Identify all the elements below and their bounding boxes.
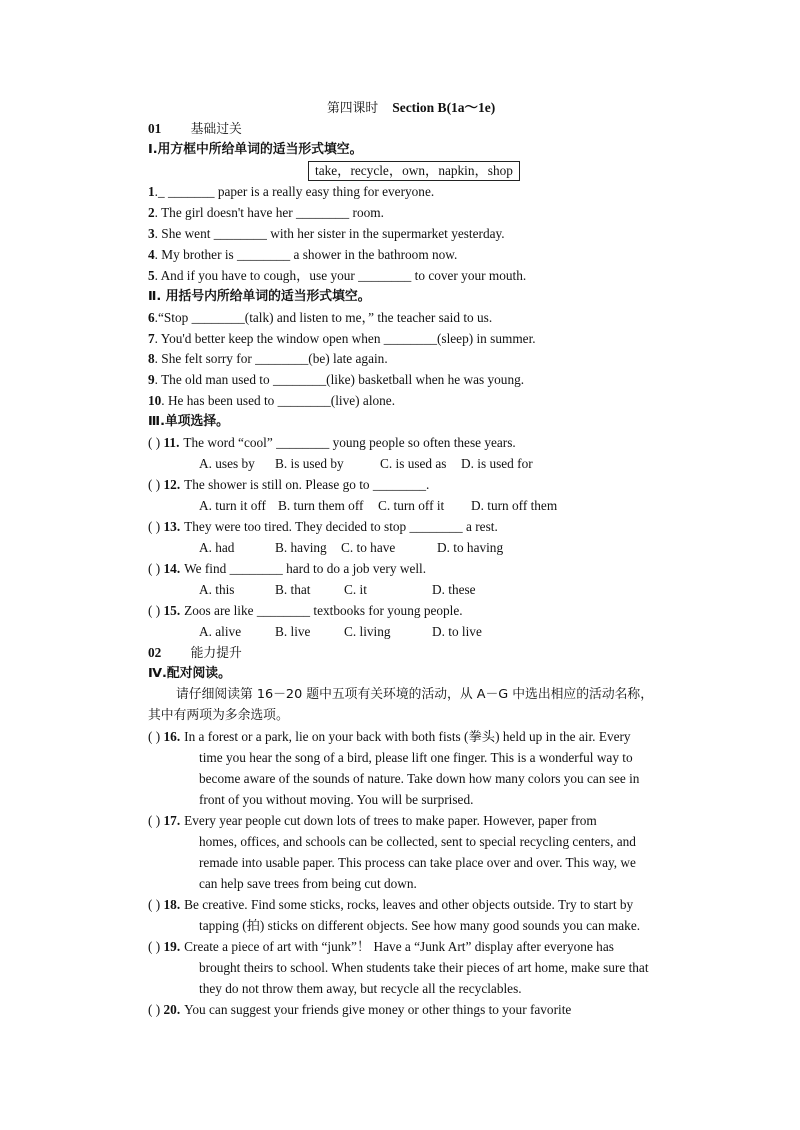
question-19 [148, 938, 614, 956]
passage-line: time you hear the song of a bird, please lift one finger. This is a wonderful way to [199, 750, 633, 765]
question-number: 10 [148, 393, 162, 408]
question-6 [148, 309, 492, 327]
option-a: A. this [199, 582, 235, 597]
question-5 [148, 267, 526, 285]
question-15 [148, 602, 463, 620]
passage-line: In a forest or a park, lie on your back with both fists (拳头) held up in the air. Every [184, 729, 631, 744]
option-d: D. is used for [461, 456, 533, 471]
question-number: 9 [148, 372, 155, 387]
passage-line: they do not throw them away, but recycle all the recyclables. [199, 981, 522, 996]
question-13 [148, 518, 498, 536]
question-text: They were too tired. They decided to stop ________ a rest. [184, 519, 498, 534]
section-label: Section B(1a～1e) [392, 100, 496, 115]
answer-bracket: ( ) [148, 477, 161, 492]
question-number: 19. [163, 939, 181, 954]
part-01-label: 基础过关 [190, 122, 242, 137]
question-text: . The girl doesn't have her ________ room. [154, 205, 384, 220]
question-12 [148, 476, 429, 494]
question-number: 13. [163, 519, 181, 534]
answer-bracket: ( ) [148, 939, 161, 954]
option-c: C. is used as [380, 456, 447, 471]
passage-line: Every year people cut down lots of trees to make paper. However, paper from [184, 813, 597, 828]
instruction-line-2: 其中有两项为多余选项。 [148, 708, 289, 723]
option-b: B. is used by [275, 456, 344, 471]
question-20 [148, 1001, 571, 1019]
option-b: B. having [275, 540, 327, 555]
question-11 [148, 434, 516, 452]
question-10 [148, 392, 395, 410]
question-number: 11. [163, 435, 180, 450]
question-1 [148, 183, 434, 201]
question-number: 14. [163, 561, 181, 576]
option-b: B. that [275, 582, 311, 597]
answer-bracket: ( ) [148, 561, 161, 576]
passage-line: remade into usable paper. This process can take place over and over. This way, we [199, 855, 636, 870]
passage-line: homes, offices, and schools can be collected, sent to special recycling centers, and [199, 834, 636, 849]
part-02-number: 02 [148, 645, 162, 660]
option-d: D. to having [437, 540, 504, 555]
part-02-label: 能力提升 [190, 646, 242, 661]
option-a: A. alive [199, 624, 242, 639]
question-text: We find ________ hard to do a job very well. [184, 561, 427, 576]
option-a: A. had [199, 540, 235, 555]
question-number: 17. [163, 813, 181, 828]
passage-line: Be creative. Find some sticks, rocks, leaves and other objects outside. Try to start by [184, 897, 634, 912]
question-number: 2 [148, 205, 155, 220]
answer-bracket: ( ) [148, 603, 161, 618]
question-text: . You'd better keep the window open when ________(sleep) in summer. [154, 331, 536, 346]
question-text: . And if you have to cough，use your ________ to cover your mouth. [154, 268, 527, 283]
question-3 [148, 225, 505, 243]
instruction-line-1: 请仔细阅读第 16－20 题中五项有关环境的活动，从 A－G 中选出相应的活动名称， [176, 687, 654, 702]
question-number: 16. [163, 729, 181, 744]
question-text: . My brother is ________ a shower in the bathroom now. [154, 247, 458, 262]
question-14 [148, 560, 426, 578]
option-b: B. live [275, 624, 311, 639]
lesson-label: 第四课时 [327, 101, 379, 116]
question-7 [148, 330, 536, 348]
question-text: . He has been used to ________(live) alone. [161, 393, 396, 408]
page-title [327, 99, 495, 118]
question-text: .“Stop ________(talk) and listen to me，” the teacher said to us. [154, 310, 493, 325]
option-d: D. these [432, 582, 476, 597]
part-01-header [148, 120, 242, 139]
answer-bracket: ( ) [148, 1002, 161, 1017]
question-text: ._ _______ paper is a really easy thing for everyone. [154, 184, 435, 199]
question-text: The shower is still on. Please go to ________. [184, 477, 430, 492]
question-text: . The old man used to ________(like) basketball when he was young. [154, 372, 525, 387]
passage-line: become aware of the sounds of nature. Take down how many colors you can see in [199, 771, 640, 786]
section-4-heading: Ⅳ.配对阅读。 [148, 666, 231, 681]
passage-line: tapping (拍) sticks on different objects. See how many good sounds you can make. [199, 918, 641, 933]
question-2 [148, 204, 384, 222]
question-text: Zoos are like ________ textbooks for young people. [184, 603, 463, 618]
option-c: C. to have [341, 540, 396, 555]
question-text: . She went ________ with her sister in the supermarket yesterday. [154, 226, 505, 241]
passage-line: You can suggest your friends give money or other things to your favorite [184, 1002, 572, 1017]
passage-line: Create a piece of art with “junk”！ Have a “Junk Art” display after everyone has [184, 939, 614, 954]
question-number: 4 [148, 247, 155, 262]
word-box: take，recycle，own，napkin，shop [308, 161, 520, 181]
question-number: 15. [163, 603, 181, 618]
question-number: 3 [148, 226, 155, 241]
passage-line: can help save trees from being cut down. [199, 876, 417, 891]
option-c: C. turn off it [378, 498, 445, 513]
section-2-heading: Ⅱ. 用括号内所给单词的适当形式填空。 [148, 289, 371, 304]
question-18 [148, 896, 633, 914]
answer-bracket: ( ) [148, 729, 161, 744]
option-d: D. to live [432, 624, 482, 639]
answer-bracket: ( ) [148, 897, 161, 912]
question-9 [148, 371, 524, 389]
question-number: 18. [163, 897, 181, 912]
option-b: B. turn them off [278, 498, 364, 513]
section-1-heading: Ⅰ.用方框中所给单词的适当形式填空。 [148, 142, 363, 157]
question-number: 8 [148, 351, 155, 366]
part-02-header [148, 644, 242, 663]
passage-line: front of you without moving. You will be surprised. [199, 792, 474, 807]
answer-bracket: ( ) [148, 435, 161, 450]
option-a: A. uses by [199, 456, 255, 471]
question-17 [148, 812, 597, 830]
question-text: . She felt sorry for ________(be) late again. [154, 351, 388, 366]
option-a: A. turn it off [199, 498, 266, 513]
question-16 [148, 728, 631, 746]
question-text: The word “cool” ________ young people so often these years. [183, 435, 516, 450]
question-8 [148, 350, 388, 368]
question-number: 6 [148, 310, 155, 325]
question-4 [148, 246, 457, 264]
question-number: 5 [148, 268, 155, 283]
option-d: D. turn off them [471, 498, 558, 513]
answer-bracket: ( ) [148, 813, 161, 828]
section-3-heading: Ⅲ.单项选择。 [148, 414, 229, 429]
answer-bracket: ( ) [148, 519, 161, 534]
question-number: 1 [148, 184, 155, 199]
question-number: 7 [148, 331, 155, 346]
option-c: C. living [344, 624, 391, 639]
passage-line: brought theirs to school. When students take their pieces of art home, make sure that [199, 960, 649, 975]
option-c: C. it [344, 582, 367, 597]
question-number: 20. [163, 1002, 181, 1017]
question-number: 12. [163, 477, 181, 492]
part-01-number: 01 [148, 121, 162, 136]
